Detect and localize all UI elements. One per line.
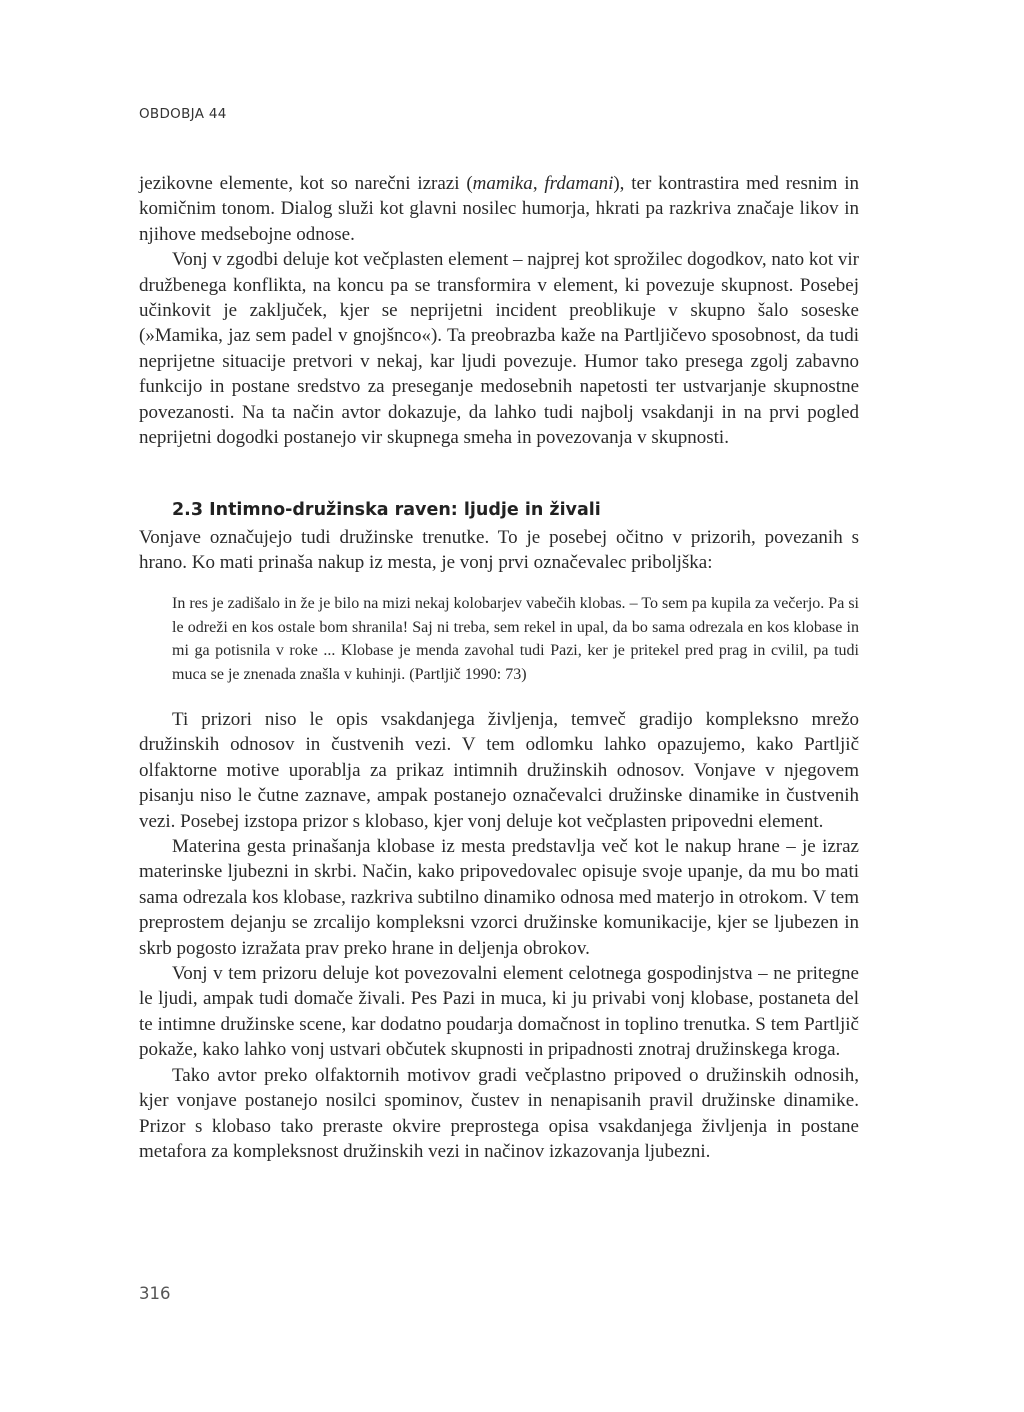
text-span: , bbox=[532, 173, 545, 194]
block-quote: In res je zadišalo in že je bilo na mizi nekaj kolobarjev vabečih klobas. – To sem pa kupila za večerjo. Pa si le odreži en kos ostale bom shranila! Saj ni treba, sem rekel in upal, da bo sama odrezala en kos klobase in mi ga potisnila v roke ... Klobase je menda zavohal tudi Pazi, ker je pritekel pred prag in cvilil, pa tudi muca se je znenada znašla v kuhinji. (Partljič 1990: 73) bbox=[172, 595, 859, 683]
intro-paragraph-2: Vonj v zgodbi deluje kot večplasten element – najprej kot sprožilec dogodkov, nato kot vir družbenega konflikta, na koncu pa se transformira v element, ki povezuje skupnost. Posebej učinkovit je zaključek, kjer se neprijetni incident preoblikuje v skupno šalo soseske (»Mamika, jaz sem padel v gnojšnco«). Ta preobrazba kaže na Partljičevo sposobnost, da tudi neprijetne situacije pretvori v nekaj, kar ljudi povezuje. Humor tako presega zgolj zabavno funkcijo in postane sredstvo za preseganje medosebnih napetosti ter ustvarjanje skupnostne povezanosti. Na ta način avtor dokazuje, da lahko tudi najbolj vsakdanji in na prvi pogled neprijetni dogodki postanejo vir skupnega smeha in povezovanja v skupnosti. bbox=[139, 249, 860, 449]
page-number: 316 bbox=[139, 1284, 171, 1303]
body-paragraph: Ti prizori niso le opis vsakdanjega življenja, temveč gradijo kompleksno mrežo družinskih odnosov in čustvenih vezi. V tem odlomku lahko opazujemo, kako Partljič olfaktorne motive uporablja za prikaz intimnih družinskih odnosov. Vonjave v njegovem pisanju niso le čutne zaznave, ampak postanejo označevalci družinske dinamike in čustvenih vezi. Posebej izstopa prizor s klobaso, kjer vonj deluje kot večplasten pripovedni element. bbox=[139, 709, 859, 832]
text-span: jezikovne elemente, kot so narečni izrazi ( bbox=[139, 173, 473, 194]
body-paragraph: Materina gesta prinašanja klobase iz mesta predstavlja več kot le nakup hrane – je izraz materinske ljubezni in skrbi. Način, kako pripovedovalec opisuje svoje upanje, da mu bo mati sama odrezala kos klobase, razkriva subtilno dinamiko odnosa med materjo in otrokom. V tem preprostem dejanju se zrcalijo kompleksni vzorci družinske komunikacije, kjer se ljubezen in skrb pogosto izražata prav preko hrane in deljenja obrokov. bbox=[139, 836, 859, 959]
section-lead-block bbox=[139, 525, 859, 576]
section-lead-paragraph: Vonjave označujejo tudi družinske trenutke. To je posebej očitno v prizorih, povezanih s hrano. Ko mati prinaša nakup iz mesta, je vonj prvi označevalec priboljška: bbox=[139, 527, 859, 574]
running-head: OBDOBJA 44 bbox=[139, 106, 227, 122]
italic-term-mamika: mamika bbox=[472, 173, 533, 194]
text-span: ), ter kontrastira med resnim in komičnim tonom. Dialog služi kot glavni nosilec humorja, hkrati pa razkriva značaje likov in njihove medsebojne odnose. bbox=[139, 173, 860, 245]
section-body-block bbox=[139, 707, 859, 1164]
section-heading: 2.3 Intimno-družinska raven: ljudje in živali bbox=[172, 500, 601, 520]
body-paragraph: Vonj v tem prizoru deluje kot povezovalni element celotnega gospodinjstva – ne pritegne le ljudi, ampak tudi domače živali. Pes Pazi in muca, ki ju privabi vonj klobase, postaneta del te intimne družinske scene, kar dodatno poudarja domačnost in toplino trenutka. S tem Partljič pokaže, kako lahko vonj ustvari občutek skupnosti in pripadnosti znotraj družinskega kroga. bbox=[139, 963, 859, 1061]
body-paragraph: Tako avtor preko olfaktornih motivov gradi večplastno pripoved o družinskih odnosih, kjer vonjave postanejo nosilci spominov, čustev in nenapisanih pravil družinske dinamike. Prizor s klobaso tako preraste okvire preprostega opisa vsakdanjega življenja in postane metafora za kompleksnost družinskih vezi in načinov izkazovanja ljubezni. bbox=[139, 1064, 859, 1162]
intro-paragraph-1 bbox=[139, 171, 859, 247]
italic-term-frdamani: frdamani bbox=[544, 173, 614, 194]
intro-text-block bbox=[139, 171, 859, 450]
